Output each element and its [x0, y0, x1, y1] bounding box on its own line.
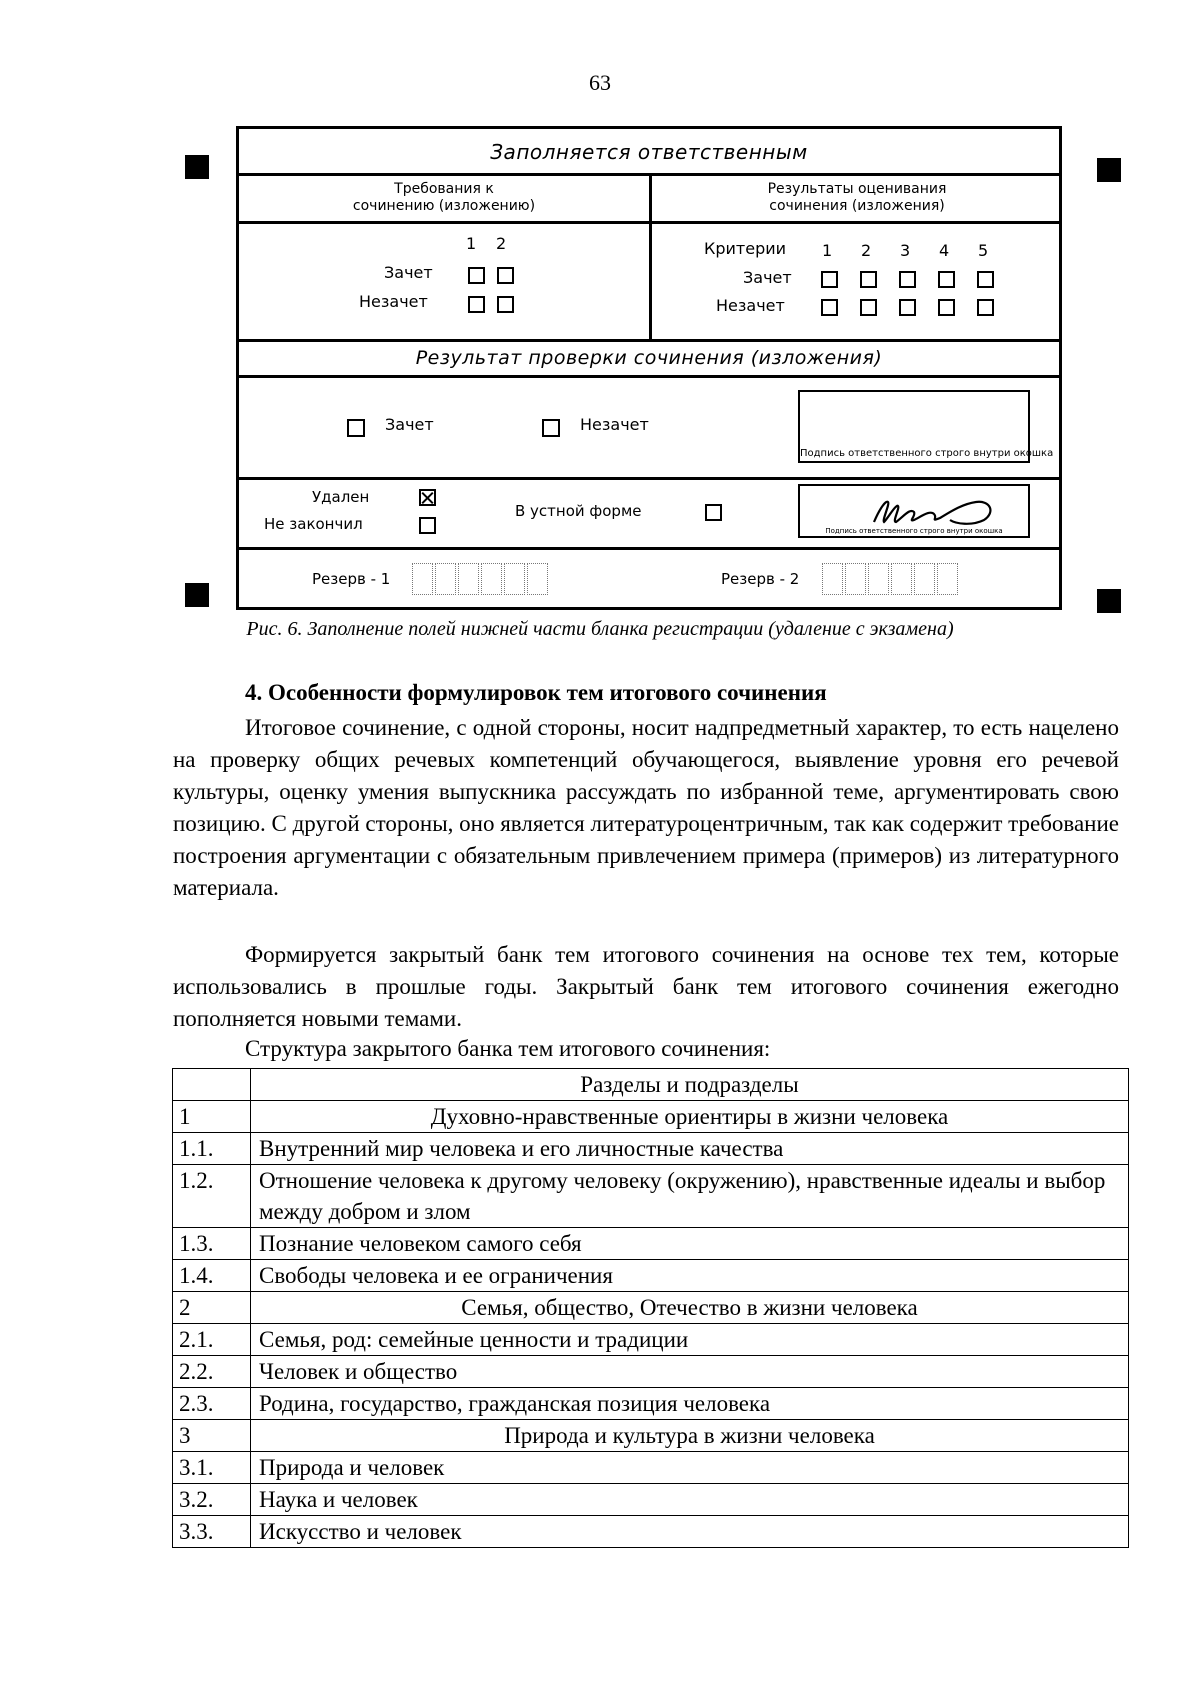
row-number: 2.2. — [173, 1356, 251, 1388]
table-header: Разделы и подразделы — [251, 1069, 1129, 1101]
row-text: Познание человеком самого себя — [251, 1228, 1129, 1260]
form-header: Заполняется ответственным — [490, 140, 808, 164]
removed-checkbox[interactable] — [419, 489, 436, 506]
req-row-pass: Зачет — [384, 263, 433, 282]
divider — [239, 221, 1059, 224]
table-row — [173, 1292, 1129, 1324]
table-row — [173, 1260, 1129, 1292]
req-fail-2-checkbox[interactable] — [497, 296, 514, 313]
table-row — [173, 1228, 1129, 1260]
row-number: 1.3. — [173, 1228, 251, 1260]
row-text: Наука и человек — [251, 1484, 1129, 1516]
table-row — [173, 1165, 1129, 1228]
row-text: Семья, род: семейные ценности и традиции — [251, 1324, 1129, 1356]
paragraph-1: Итоговое сочинение, с одной стороны, носит надпредметный характер, то есть нацелено на проверку общих речевых компетенций обучающегося, выявление уровня его речевой культуры, оценку умения выпускника рассуждать по избранной теме, аргументировать свою позицию. С другой стороны, оно является литературоцентричным, так как содержит требование построения аргументации с обязательным привлечением примера (примеров) из литературного материала. — [173, 715, 1119, 900]
row-text: Человек и общество — [251, 1356, 1129, 1388]
divider — [239, 375, 1059, 378]
table-row — [173, 1133, 1129, 1165]
table-header-row — [173, 1069, 1129, 1101]
row-number: 1.2. — [173, 1165, 251, 1228]
requirements-title: Требования к сочинению (изложению) — [352, 181, 536, 214]
table-intro: Структура закрытого банка тем итогового сочинения: — [245, 1036, 771, 1061]
row-number: 3.3. — [173, 1516, 251, 1548]
reserve-1-cell[interactable] — [504, 563, 525, 595]
row-text: Отношение человека к другому человеку (окружению), нравственные идеалы и выбор между добром и злом — [251, 1165, 1129, 1228]
reserve-2-cell[interactable] — [845, 563, 866, 595]
eval-col-4: 4 — [939, 241, 950, 260]
registration-marker-top-left — [185, 155, 209, 179]
criteria-label: Критерии — [704, 239, 787, 258]
table-row — [173, 1516, 1129, 1548]
removed-label: Удален — [312, 488, 370, 506]
eval-row-pass: Зачет — [743, 268, 792, 287]
eval-col-5: 5 — [978, 241, 989, 260]
row-number: 3 — [173, 1420, 251, 1452]
eval-row-fail: Незачет — [716, 296, 785, 315]
eval-col-3: 3 — [900, 241, 911, 260]
reserve-1-cell[interactable] — [458, 563, 479, 595]
row-number: 2.1. — [173, 1324, 251, 1356]
result-fail-checkbox[interactable] — [542, 419, 560, 437]
eval-pass-1-checkbox[interactable] — [821, 271, 838, 288]
check-result-title: Результат проверки сочинения (изложения) — [415, 347, 883, 369]
reserve-2-cell[interactable] — [868, 563, 889, 595]
result-pass-label: Зачет — [385, 415, 434, 434]
table-row — [173, 1388, 1129, 1420]
req-row-fail: Незачет — [359, 292, 428, 311]
row-number: 1.1. — [173, 1133, 251, 1165]
row-number: 1.4. — [173, 1260, 251, 1292]
table-row — [173, 1356, 1129, 1388]
eval-pass-5-checkbox[interactable] — [977, 271, 994, 288]
row-text: Природа и человек — [251, 1452, 1129, 1484]
divider — [239, 547, 1059, 550]
oral-form-label: В устной форме — [515, 502, 642, 520]
evaluation-title: Результаты оценивания сочинения (изложения) — [767, 181, 947, 214]
signature-caption: Подпись ответственного строго внутри окошка — [825, 527, 1003, 535]
registration-marker-top-right — [1097, 158, 1121, 182]
reserve-2-cell[interactable] — [914, 563, 935, 595]
not-finished-label: Не закончил — [264, 515, 363, 533]
section-heading: 4. Особенности формулировок тем итогового сочинения — [245, 680, 827, 705]
not-finished-checkbox[interactable] — [419, 517, 436, 534]
req-pass-2-checkbox[interactable] — [497, 267, 514, 284]
row-text: Родина, государство, гражданская позиция человека — [251, 1388, 1129, 1420]
table-row — [173, 1101, 1129, 1133]
req-col-1: 1 — [466, 234, 477, 253]
eval-fail-1-checkbox[interactable] — [821, 299, 838, 316]
divider — [239, 477, 1059, 480]
row-number: 1 — [173, 1101, 251, 1133]
registration-marker-bottom-left — [185, 583, 209, 607]
registration-marker-bottom-right — [1097, 589, 1121, 613]
eval-pass-3-checkbox[interactable] — [899, 271, 916, 288]
page-number: 63 — [589, 70, 611, 95]
reserve-1-label: Резерв - 1 — [312, 570, 391, 588]
table-row — [173, 1452, 1129, 1484]
table-row — [173, 1484, 1129, 1516]
result-fail-label: Незачет — [580, 415, 649, 434]
eval-fail-3-checkbox[interactable] — [899, 299, 916, 316]
eval-col-1: 1 — [822, 241, 833, 260]
row-number: 2.3. — [173, 1388, 251, 1420]
paragraph-2: Формируется закрытый банк тем итогового сочинения на основе тех тем, которые использовались в прошлые годы. Закрытый банк тем итогового сочинения ежегодно пополняется новыми темами. — [173, 942, 1119, 1031]
reserve-1-cell[interactable] — [527, 563, 548, 595]
eval-pass-2-checkbox[interactable] — [860, 271, 877, 288]
reserve-2-cell[interactable] — [822, 563, 843, 595]
row-text: Свободы человека и ее ограничения — [251, 1260, 1129, 1292]
req-pass-1-checkbox[interactable] — [468, 267, 485, 284]
eval-col-2: 2 — [861, 241, 872, 260]
reserve-1-cell[interactable] — [435, 563, 456, 595]
reserve-2-cell[interactable] — [891, 563, 912, 595]
row-text: Искусство и человек — [251, 1516, 1129, 1548]
result-pass-checkbox[interactable] — [347, 419, 365, 437]
eval-pass-4-checkbox[interactable] — [938, 271, 955, 288]
table-cell — [173, 1069, 251, 1101]
req-fail-1-checkbox[interactable] — [468, 296, 485, 313]
reserve-1-cell[interactable] — [412, 563, 433, 595]
table-row — [173, 1324, 1129, 1356]
reserve-1-cell[interactable] — [481, 563, 502, 595]
row-text: Духовно-нравственные ориентиры в жизни человека — [251, 1101, 1129, 1133]
figure-caption: Рис. 6. Заполнение полей нижней части бланка регистрации (удаление с экзамена) — [246, 618, 954, 640]
row-number: 3.2. — [173, 1484, 251, 1516]
req-col-2: 2 — [496, 234, 507, 253]
row-text: Внутренний мир человека и его личностные качества — [251, 1133, 1129, 1165]
reserve-2-cell[interactable] — [937, 563, 958, 595]
row-number: 3.1. — [173, 1452, 251, 1484]
row-text: Природа и культура в жизни человека — [251, 1420, 1129, 1452]
responsible-signature-box[interactable] — [798, 390, 1054, 463]
removal-signature-box[interactable] — [798, 484, 1030, 538]
eval-fail-5-checkbox[interactable] — [977, 299, 994, 316]
signature-caption: Подпись ответственного строго внутри окошка — [800, 448, 1054, 459]
eval-fail-2-checkbox[interactable] — [860, 299, 877, 316]
oral-form-checkbox[interactable] — [705, 504, 722, 521]
table-row — [173, 1420, 1129, 1452]
row-text: Семья, общество, Отечество в жизни человека — [251, 1292, 1129, 1324]
reserve-2-label: Резерв - 2 — [721, 570, 800, 588]
registration-form — [236, 126, 1062, 610]
divider — [239, 339, 1059, 342]
row-number: 2 — [173, 1292, 251, 1324]
topics-table — [172, 1068, 1129, 1548]
eval-fail-4-checkbox[interactable] — [938, 299, 955, 316]
